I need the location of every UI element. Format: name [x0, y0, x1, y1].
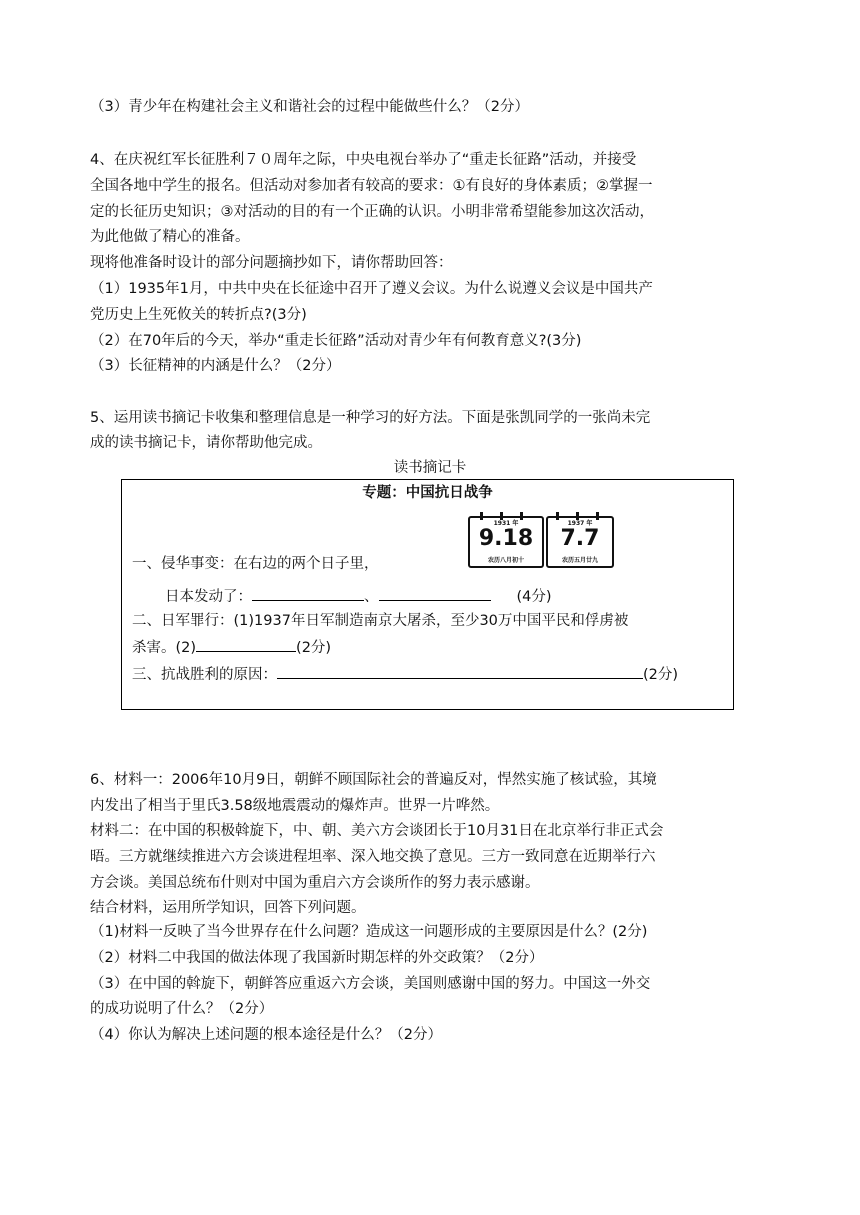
answer-blank[interactable]	[252, 584, 364, 601]
q5-intro: 5、运用读书摘记卡收集和整理信息是一种学习的好方法。下面是张凯同学的一张尚未完	[90, 410, 651, 426]
q6-item3: （3）在中国的斡旋下，朝鲜答应重返六方会谈，美国则感谢中国的努力。中国这一外交	[90, 976, 651, 992]
answer-blank[interactable]	[196, 635, 296, 652]
q4-intro-line: 全国各地中学生的报名。但活动对参加者有较高的要求：①有良好的身体素质；②掌握一	[90, 178, 653, 194]
q4-item1: （1）1935年1月，中共中央在长征途中召开了遵义会议。为什么说遵义会议是中国共产	[90, 281, 653, 297]
calendar-icon: 1931 年 9.18 农历八月初十	[468, 516, 544, 568]
card-row-incident-blanks: 日本发动了： 、 (4分)	[165, 584, 552, 608]
q3-item3: （3）青少年在构建社会主义和谐社会的过程中能做些什么？（2分）	[90, 99, 529, 115]
q6-material1-cont: 内发出了相当于里氏3.58级地震震动的爆炸声。世界一片哗然。	[90, 798, 500, 814]
card-row-crimes-cont: 杀害。(2) (2分)	[132, 635, 331, 659]
q6-material2-cont: 方会谈。美国总统布什则对中国为重启六方会谈所作的努力表示感谢。	[90, 875, 540, 891]
answer-blank[interactable]	[379, 584, 491, 601]
q4-item3: （3）长征精神的内涵是什么？（2分）	[90, 358, 341, 374]
q6-material2: 材料二：在中国的积极斡旋下，中、朝、美六方会谈团长于10月31日在北京举行非正式会	[90, 823, 664, 839]
card-row-victory: 三、抗战胜利的原因： (2分)	[132, 662, 678, 686]
q4-item2: （2）在70年后的今天，举办“重走长征路”活动对青少年有何教育意义?(3分)	[90, 333, 582, 349]
q6-instruction: 结合材料，运用所学知识，回答下列问题。	[90, 900, 366, 916]
q6-item3-cont: 的成功说明了什么？（2分）	[90, 1001, 274, 1017]
card-row-crimes: 二、日军罪行：(1)1937年日军制造南京大屠杀，至少30万中国平民和俘虏被	[132, 613, 629, 629]
reading-card	[121, 479, 734, 710]
q5-intro-cont: 成的读书摘记卡，请你帮助他完成。	[90, 435, 322, 451]
q4-item1-cont: 党历史上生死攸关的转折点?(3分)	[90, 307, 307, 323]
reading-card-title: 读书摘记卡	[393, 460, 467, 476]
answer-blank[interactable]	[277, 662, 643, 679]
q4-intro-line: 定的长征历史知识；③对活动的目的有一个正确的认识。小明非常希望能参加这次活动，	[90, 204, 654, 220]
q6-item4: （4）你认为解决上述问题的根本途径是什么？（2分）	[90, 1027, 442, 1043]
q4-intro-line: 为此他做了精心的准备。	[90, 229, 250, 245]
card-topic: 专题：中国抗日战争	[362, 485, 493, 501]
q6-item1: （1)材料一反映了当今世界存在什么问题？造成这一问题形成的主要原因是什么？(2分)	[90, 924, 648, 940]
card-row-incident: 一、侵华事变：在右边的两个日子里，	[132, 556, 379, 572]
q4-intro-line: 现将他准备时设计的部分问题摘抄如下，请你帮助回答：	[90, 255, 453, 271]
q6-item2: （2）材料二中我国的做法体现了我国新时期怎样的外交政策？（2分）	[90, 950, 544, 966]
calendar-icon: 1937 年 7.7 农历五月廿九	[546, 516, 614, 568]
q4-intro-line: 4、在庆祝红军长征胜利７０周年之际，中央电视台举办了“重走长征路”活动，并接受	[90, 152, 637, 168]
q6-material1: 6、材料一：2006年10月9日，朝鲜不顾国际社会的普遍反对，悍然实施了核试验，其境	[90, 772, 657, 788]
q6-material2-cont: 晤。三方就继续推进六方会谈进程坦率、深入地交换了意见。三方一致同意在近期举行六	[90, 849, 656, 865]
